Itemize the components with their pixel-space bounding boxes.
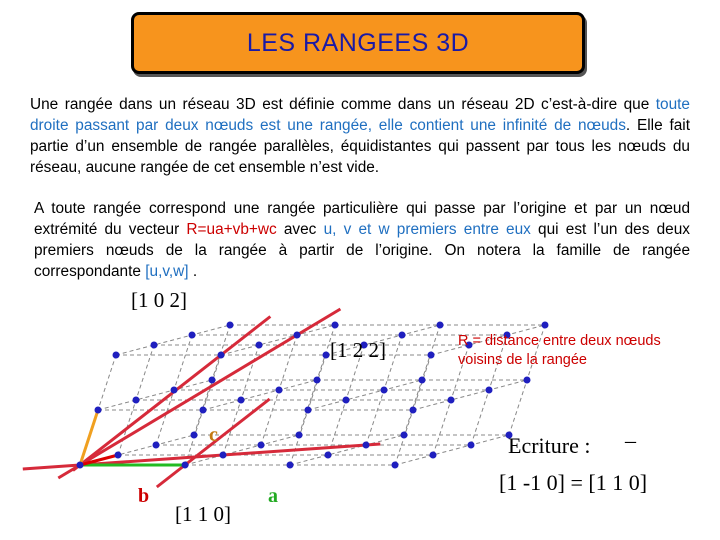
lattice-node <box>220 452 227 459</box>
grid-line <box>395 435 509 465</box>
axis-label-c: c <box>209 424 218 446</box>
paragraph-vector-text-2: avec <box>276 221 324 238</box>
lattice-node <box>428 352 435 359</box>
lattice-node <box>77 462 84 469</box>
distance-note: R = distance entre deux nœuds voisins de la rangée <box>458 333 661 368</box>
row-line-102 <box>73 317 270 471</box>
grid-line <box>413 380 527 410</box>
lattice-node <box>401 432 408 439</box>
paragraph-vector-text-3: qui est l’un des deux premiers nœuds de la rangée à partir de l’origine. On notera la famille de rangée correspondante <box>34 221 690 280</box>
lattice-node <box>115 452 122 459</box>
lattice-node <box>448 397 455 404</box>
lattice-node <box>399 332 406 339</box>
paragraph-definition-text-2: . Elle fait partie d’un ensemble de rangée parallèles, équidistantes qui passent par tous les nœuds du réseau, aucune rangée de cet ensemble n’est vide. <box>30 117 690 176</box>
lattice-node <box>151 342 158 349</box>
vector-formula: R=ua+vb+wc <box>186 221 277 238</box>
row-family-notation: [u,v,w] <box>145 263 189 280</box>
lattice-node <box>332 322 339 329</box>
lattice-node <box>486 387 493 394</box>
page-title: LES RANGEES 3D <box>246 28 470 57</box>
writing-equation: [1 -1 0] = [1 1 0] <box>499 470 648 495</box>
lattice-node <box>95 407 102 414</box>
paragraph-definition-highlight: toute droite passant par deux nœuds est une rangée, elle contient une infinité de nœuds <box>30 96 690 134</box>
writing-overbar-mark: _ <box>625 420 636 445</box>
lattice-node <box>363 442 370 449</box>
axis-label-b: b <box>138 485 150 507</box>
lattice-node <box>325 452 332 459</box>
lattice-node <box>227 322 234 329</box>
lattice-node <box>381 387 388 394</box>
lattice-node <box>191 432 198 439</box>
paragraph-definition-text-1: Une rangée dans un réseau 3D est définie comme dans un réseau 2D c’est-à-dire que <box>30 96 656 113</box>
lattice-node <box>287 462 294 469</box>
lattice-node <box>437 322 444 329</box>
lattice-node <box>189 332 196 339</box>
lattice-node <box>182 462 189 469</box>
row-label-122: [1 2 2] <box>330 338 386 362</box>
lattice-node <box>468 442 475 449</box>
lattice-node <box>153 442 160 449</box>
lattice-node <box>430 452 437 459</box>
lattice-node <box>113 352 120 359</box>
lattice-node <box>392 462 399 469</box>
lattice-node <box>171 387 178 394</box>
lattice-node <box>305 407 312 414</box>
writing-label: Ecriture : <box>508 433 591 458</box>
lattice-node <box>209 377 216 384</box>
lattice-node <box>524 377 531 384</box>
axis-label-a: a <box>268 485 278 507</box>
lattice-node <box>343 397 350 404</box>
lattice-node <box>542 322 549 329</box>
lattice-node <box>410 407 417 414</box>
lattice-node <box>323 352 330 359</box>
coprime-condition: u, v et w premiers entre eux <box>323 221 531 238</box>
lattice-node <box>314 377 321 384</box>
row-label-110: [1 1 0] <box>175 502 231 526</box>
lattice-node <box>419 377 426 384</box>
lattice-node <box>276 387 283 394</box>
paragraph-vector-text-4: . <box>188 263 198 280</box>
lattice-node <box>133 397 140 404</box>
row-label-102: [1 0 2] <box>131 288 187 312</box>
lattice-node <box>238 397 245 404</box>
lattice-node <box>296 432 303 439</box>
paragraph-vector-text-1: A toute rangée correspond une rangée particulière qui passe par l’origine et par un nœud extrémité du vecteur <box>34 200 690 238</box>
lattice-node <box>256 342 263 349</box>
lattice-node <box>218 352 225 359</box>
lattice-node <box>258 442 265 449</box>
grid-line <box>308 380 422 410</box>
lattice-node <box>294 332 301 339</box>
grid-line <box>116 325 230 355</box>
lattice-node <box>200 407 207 414</box>
